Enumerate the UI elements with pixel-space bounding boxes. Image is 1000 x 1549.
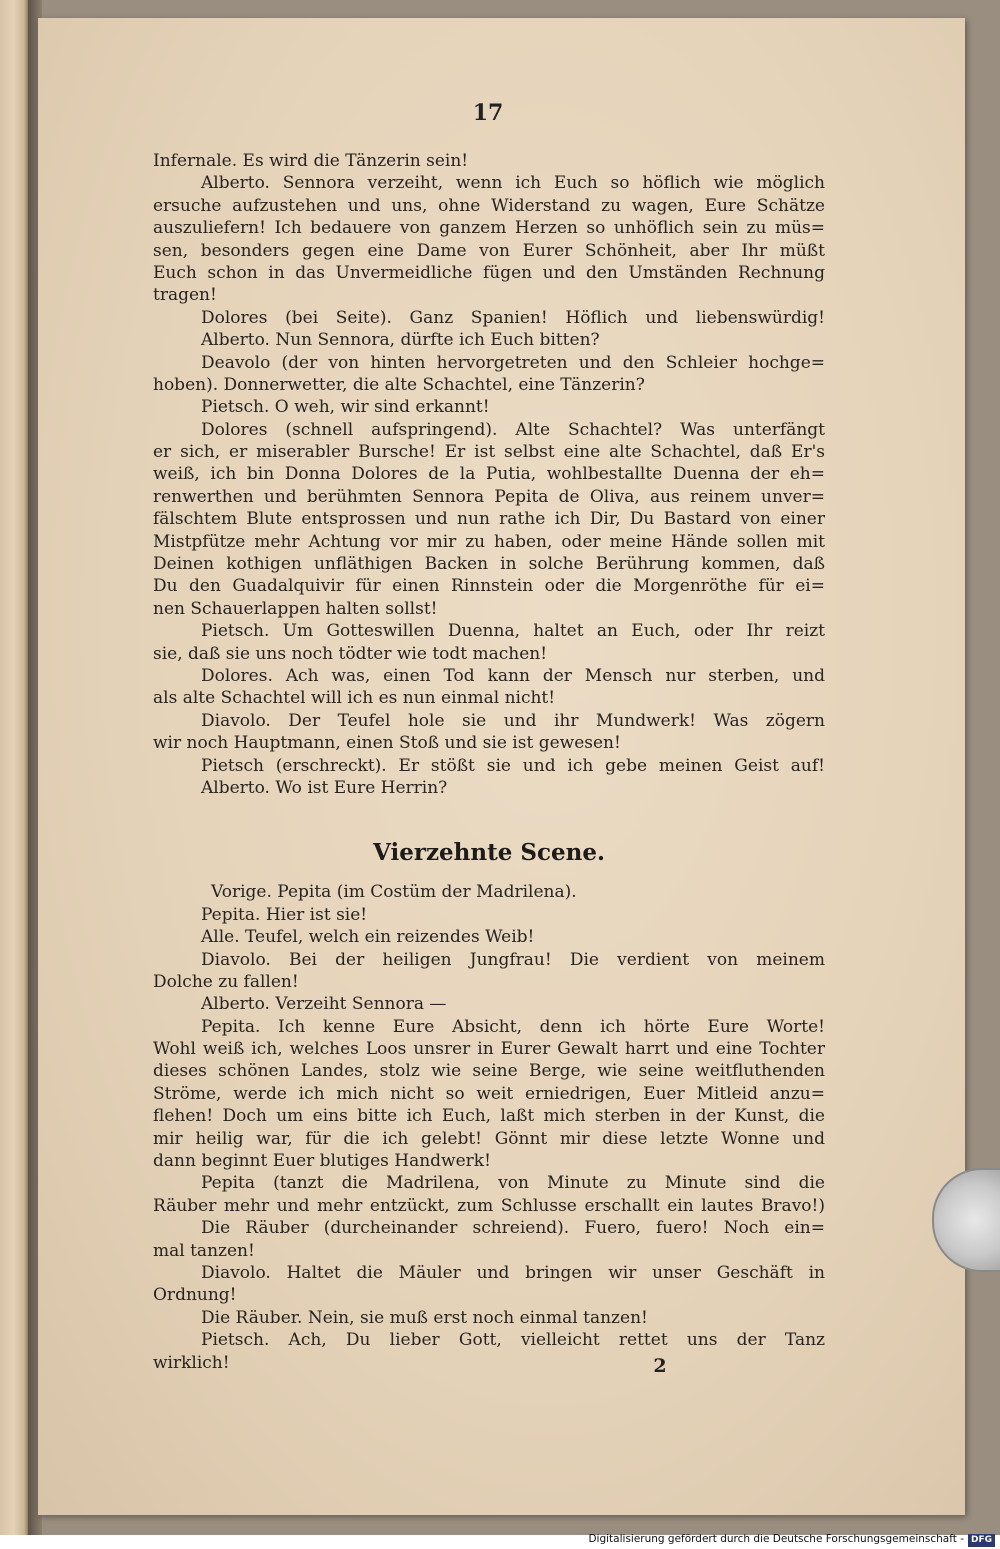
text-line: dieses schönen Landes, stolz wie seine Berge, wie seine weitfluthenden xyxy=(153,1061,825,1082)
text-line: ersuche aufzustehen und uns, ohne Widerstand zu wagen, Eure Schätze xyxy=(153,195,825,216)
text-line: Deinen kothigen unfläthigen Backen in solche Berührung kommen, daß xyxy=(153,554,825,575)
text-line: dann beginnt Euer blutiges Handwerk! xyxy=(153,1151,491,1172)
text-line: Alle. Teufel, welch ein reizendes Weib! xyxy=(201,927,535,948)
left-page-edge xyxy=(0,0,30,1535)
text-line: Alberto. Nun Sennora, dürfte ich Euch bitten? xyxy=(201,330,600,351)
text-line: wirklich! xyxy=(153,1352,230,1373)
text-line: Infernale. Es wird die Tänzerin sein! xyxy=(153,151,469,171)
text-line: mal tanzen! xyxy=(153,1240,255,1261)
text-line: Ordnung! xyxy=(153,1285,237,1306)
text-line: Dolche zu fallen! xyxy=(153,971,299,992)
text-line: Pepita (tanzt die Madrilena, von Minute zu Minute sind die xyxy=(201,1173,825,1194)
signature-mark: 2 xyxy=(653,1355,667,1377)
text-line: Räuber mehr und mehr entzückt, zum Schlusse erschallt ein lautes Bravo!) xyxy=(153,1195,825,1216)
text-line: Die Räuber. Nein, sie muß erst noch einmal tanzen! xyxy=(201,1307,648,1328)
digitization-footer xyxy=(540,1533,995,1549)
text-line: wir noch Hauptmann, einen Stoß und sie ist gewesen! xyxy=(153,733,621,754)
text-line: hoben). Donnerwetter, die alte Schachtel, eine Tänzerin? xyxy=(153,374,645,395)
text-line: Pietsch. Ach, Du lieber Gott, vielleicht rettet uns der Tanz xyxy=(201,1330,825,1351)
text-line: als alte Schachtel will ich es nun einmal nicht! xyxy=(153,688,556,709)
text-line: Diavolo. Haltet die Mäuler und bringen wir unser Geschäft in xyxy=(201,1262,825,1283)
text-line: auszuliefern! Ich bedauere von ganzem Herzen so unhöflich sein zu müs= xyxy=(153,218,825,239)
text-line: Pepita. Ich kenne Eure Absicht, denn ich hörte Eure Worte! xyxy=(201,1016,825,1037)
page-text xyxy=(153,150,825,1374)
dialogue-block-after-scene xyxy=(153,881,825,1374)
text-line: Alberto. Verzeiht Sennora — xyxy=(201,994,447,1015)
text-line: Pietsch (erschreckt). Er stößt sie und ich gebe meinen Geist auf! xyxy=(201,755,825,776)
text-line: Ströme, werde ich mich nicht so weit erniedrigen, Euer Mitleid anzu= xyxy=(153,1083,825,1104)
text-line: flehen! Doch um eins bitte ich Euch, laßt mich sterben in der Kunst, die xyxy=(153,1106,825,1127)
text-line: sen, besonders gegen eine Dame von Eurer Schönheit, aber Ihr müßt xyxy=(153,240,825,261)
text-line: tragen! xyxy=(153,285,217,306)
text-line: mir heilig war, für die ich gelebt! Gönnt mir diese letzte Wonne und xyxy=(153,1128,825,1149)
text-line: Euch schon in das Unvermeidliche fügen und den Umständen Rechnung xyxy=(153,262,825,283)
footer-credit-text: Digitalisierung gefördert durch die Deutsche Forschungsgemeinschaft - xyxy=(588,1533,964,1545)
text-line: weiß, ich bin Donna Dolores de la Putia, wohlbestallte Duenna der eh= xyxy=(153,464,825,485)
text-line: Mistpfütze mehr Achtung vor mir zu haben, oder meine Hände sollen mit xyxy=(153,531,825,552)
text-line: Dolores. Ach was, einen Tod kann der Mensch nur sterben, und xyxy=(201,665,825,686)
text-line: Pietsch. O weh, wir sind erkannt! xyxy=(201,397,490,418)
text-line: Die Räuber (durcheinander schreiend). Fuero, fuero! Noch ein= xyxy=(201,1218,825,1239)
page-number: 17 xyxy=(472,100,504,126)
dfg-logo: DFG xyxy=(968,1534,995,1547)
text-line: nen Schauerlappen halten sollst! xyxy=(153,598,438,619)
scene-heading: Vierzehnte Scene. xyxy=(373,839,605,867)
text-line: Alberto. Wo ist Eure Herrin? xyxy=(201,777,448,798)
text-line: Diavolo. Der Teufel hole sie und ihr Mundwerk! Was zögern xyxy=(201,710,825,731)
text-line: Deavolo (der von hinten hervorgetreten und den Schleier hochge= xyxy=(201,352,825,373)
text-line: Du den Guadalquivir für einen Rinnstein oder die Morgenröthe für ei= xyxy=(153,576,825,597)
text-line: Pietsch. Um Gotteswillen Duenna, haltet an Euch, oder Ihr reizt xyxy=(201,621,825,642)
text-line: Dolores (schnell aufspringend). Alte Schachtel? Was unterfängt xyxy=(201,419,825,440)
text-line: Dolores (bei Seite). Ganz Spanien! Höflich und liebenswürdig! xyxy=(201,307,825,328)
text-line: Wohl weiß ich, welches Loos unsrer in Eurer Gewalt harrt und eine Tochter xyxy=(153,1039,825,1060)
text-line: Pepita. Hier ist sie! xyxy=(201,904,368,925)
text-line: renwerthen und berühmten Sennora Pepita de Oliva, aus reinem unver= xyxy=(153,486,825,507)
text-line: sie, daß sie uns noch tödter wie todt machen! xyxy=(153,643,548,664)
text-line: fälschtem Blute entsprossen und nun rathe ich Dir, Du Bastard von einer xyxy=(153,509,825,530)
text-line: Diavolo. Bei der heiligen Jungfrau! Die verdient von meinem xyxy=(201,949,825,970)
dialogue-block-before-scene xyxy=(153,150,825,799)
text-line: Alberto. Sennora verzeiht, wenn ich Euch so höflich wie möglich xyxy=(201,173,825,194)
text-line: er sich, er miserabler Bursche! Er ist selbst eine alte Schachtel, daß Er's xyxy=(153,442,825,463)
text-line: Vorige. Pepita (im Costüm der Madrilena). xyxy=(211,882,577,903)
